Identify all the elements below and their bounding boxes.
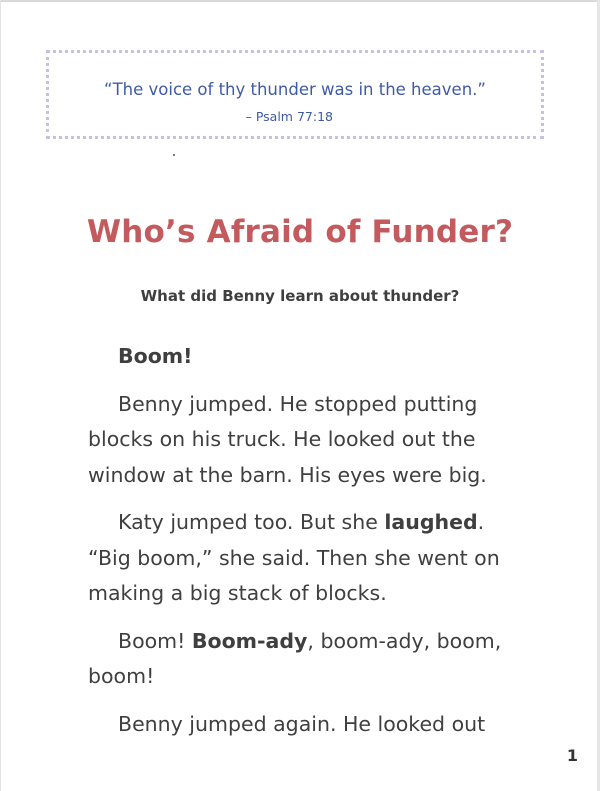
- story-line: window at the barn. His eyes were big.: [88, 462, 487, 487]
- story-text: Katy jumped too. But she: [118, 510, 385, 534]
- story-body: [88, 339, 528, 754]
- story-line: boom!: [88, 664, 155, 688]
- story-line: “Big boom,” she said. Then she went on: [88, 545, 500, 570]
- story-paragraph: [88, 387, 528, 494]
- story-paragraph: [88, 707, 528, 743]
- story-text: , boom-ady, boom,: [307, 628, 502, 653]
- story-text: Boom!: [118, 344, 193, 368]
- page-number: 1: [566, 746, 578, 765]
- ink-dot: [173, 154, 175, 156]
- page-edge: [0, 0, 1, 791]
- page-edge: [0, 0, 600, 2]
- story-line: making a big stack of blocks.: [88, 581, 387, 605]
- story-paragraph: [88, 339, 528, 375]
- verse-reference: – Psalm 77:18: [245, 109, 333, 124]
- story-emphasis: laughed: [384, 510, 478, 534]
- story-line: Benny jumped. He stopped putting: [118, 391, 478, 416]
- story-text: Boom!: [118, 628, 192, 653]
- story-line: Benny jumped again. He looked out: [118, 711, 486, 736]
- story-text: .: [477, 510, 485, 534]
- story-line: [88, 624, 528, 660]
- story-line: blocks on his truck. He looked out the: [88, 427, 476, 451]
- verse-text: “The voice of thy thunder was in the heaven.”: [104, 80, 486, 99]
- story-paragraph: [88, 624, 528, 695]
- verse-box: [46, 50, 544, 139]
- story-emphasis: Boom-ady: [191, 628, 308, 653]
- story-title: Who’s Afraid of Funder?: [86, 214, 514, 250]
- story-line: [88, 505, 528, 541]
- story-paragraph: [88, 505, 528, 612]
- guiding-question: What did Benny learn about thunder?: [140, 287, 460, 305]
